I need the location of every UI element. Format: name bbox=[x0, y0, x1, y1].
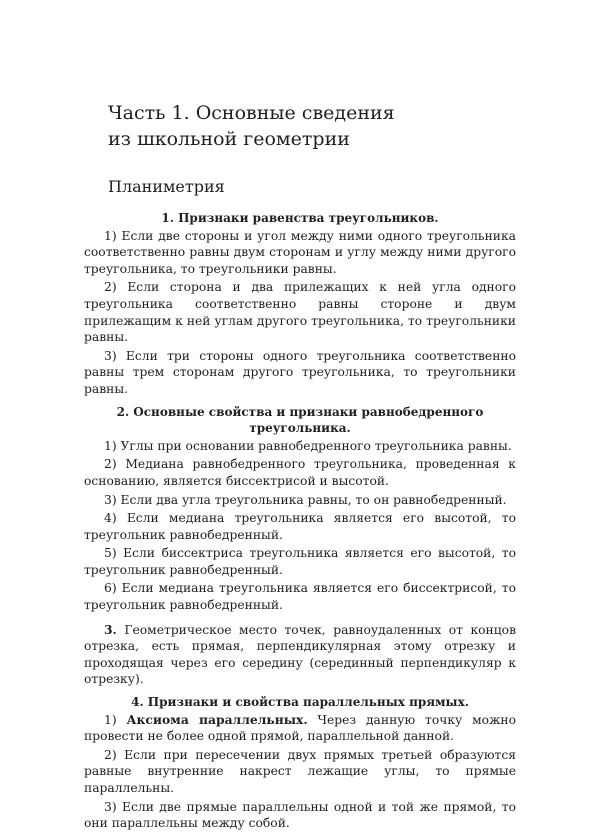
paragraph: 5) Если биссектриса треугольника является его высотой, то треугольник равнобедренный. bbox=[84, 546, 516, 577]
axiom-term: Аксиома параллельных. bbox=[126, 711, 308, 727]
paragraph: 3) Если две прямые параллельны одной и той же прямой, то они параллельны между собой. bbox=[84, 799, 516, 831]
heading-triangle-congruence: 1. Признаки равенства треугольников. bbox=[161, 211, 439, 225]
item-number: 3. bbox=[104, 621, 117, 637]
paragraph: 1) Углы при основании равнобедренного треугольника равны. bbox=[104, 438, 512, 453]
paragraph: 3) Если три стороны одного треугольника соответственно равны трем сторонам другого треугольника, то треугольники равны. bbox=[84, 348, 516, 396]
part-title-line2: из школьной геометрии bbox=[108, 128, 350, 150]
paragraph-axiom bbox=[84, 712, 516, 745]
heading-parallel-lines: 4. Признаки и свойства параллельных прямых. bbox=[131, 695, 469, 710]
heading-isosceles-triangle: 2. Основные свойства и признаки равнобедренного треугольника. bbox=[116, 404, 484, 436]
part-title bbox=[108, 100, 395, 152]
paragraph-text: Через данную точку можно провести не более одной прямой, параллельной данной. bbox=[84, 712, 516, 744]
paragraph-text: Геометрическое место точек, равноудаленных от концов отрезка, есть прямая, перпендикулярная этому отрезку и проходящая через его середину (серединный перпендикуляр к отрезку). bbox=[84, 622, 516, 687]
paragraph-perpendicular-bisector bbox=[84, 622, 516, 688]
paragraph: 3) Если два угла треугольника равны, то он равнобедренный. bbox=[104, 492, 507, 507]
paragraph: 6) Если медиана треугольника является его биссектрисой, то треугольник равнобедренный. bbox=[84, 581, 516, 613]
item-prefix: 1) bbox=[104, 712, 127, 727]
paragraph: 2) Если при пересечении двух прямых третьей образуются равные внутренние накрест лежащие углы, то прямые параллельны. bbox=[84, 747, 516, 795]
paragraph: 1) Если две стороны и угол между ними одного треугольника соответственно равны двум сторонам и углу между ними другого треугольника, то треугольники равны. bbox=[84, 228, 516, 276]
section-title: Планиметрия bbox=[108, 177, 225, 196]
document-body bbox=[84, 210, 516, 832]
paragraph: 4) Если медиана треугольника является его высотой, то треугольник равнобедренный. bbox=[84, 511, 516, 542]
paragraph: 2) Если сторона и два прилежащих к ней угла одного треугольника соответственно равны стороне и двум прилежащим к ней углам другого треугольника, то треугольники равны. bbox=[84, 280, 516, 345]
paragraph: 2) Медиана равнобедренного треугольника, проведенная к основанию, является биссектрисой и высотой. bbox=[84, 457, 516, 488]
part-title-line1: Часть 1. Основные сведения bbox=[108, 102, 395, 124]
